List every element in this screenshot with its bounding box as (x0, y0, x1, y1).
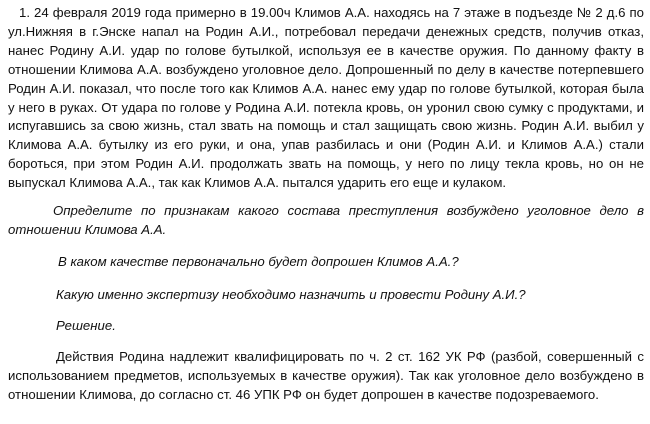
question-1: Определите по признакам какого состава преступления возбуждено уголовное дело в отношении Климова А.А. (8, 203, 644, 237)
question-2: В каком качестве первоначально будет допрошен Климов А.А.? (58, 254, 459, 270)
solution-heading: Решение. (56, 318, 116, 334)
solution-paragraph: Действия Родина надлежит квалифицировать по ч. 2 ст. 162 УК РФ (разбой, совершенный с использованием предметов, используемых в качестве оружия). Так как уголовное дело возбуждено в отношении Климова, до согласно ст. 46 УПК РФ он будет допрошен в качестве подозреваемого. (8, 349, 644, 402)
task-paragraph: 1. 24 февраля 2019 года примерно в 19.00ч Климов А.А. находясь на 7 этаже в подъезде № 2 д.6 по ул.Нижняя в г.Энске напал на Родин А.И., потребовал передачи денежных средств, получив отказ, нанес Родину А.И. удар по голове бутылкой, используя ее в качестве оружия. По данному факту в отношении Климова А.А. возбуждено уголовное дело. Допрошенный по делу в качестве потерпевшего Родин А.И. показал, что после того как Климов А.А. нанес ему удар по голове бутылкой, которая была у него в руках. От удара по голове у Родина А.И. потекла кровь, он уронил свою сумку с продуктами, и испугавшись за свою жизнь, стал звать на помощь и стал защищать свою жизнь. Родин А.И. выбил у Климова А.А. бутылку из его руки, и она, упав разбилась и они (Родин А.И. и Климов А.А.) стали бороться, при этом Родин А.И. продолжать звать на помощь, у него по лицу текла кровь, но он не выпускал Климова А.А., так как Климов А.А. пытался ударить его еще и кулаком. (8, 5, 644, 191)
question-3: Какую именно экспертизу необходимо назначить и провести Родину А.И.? (56, 286, 526, 302)
document-page (8, 4, 644, 405)
